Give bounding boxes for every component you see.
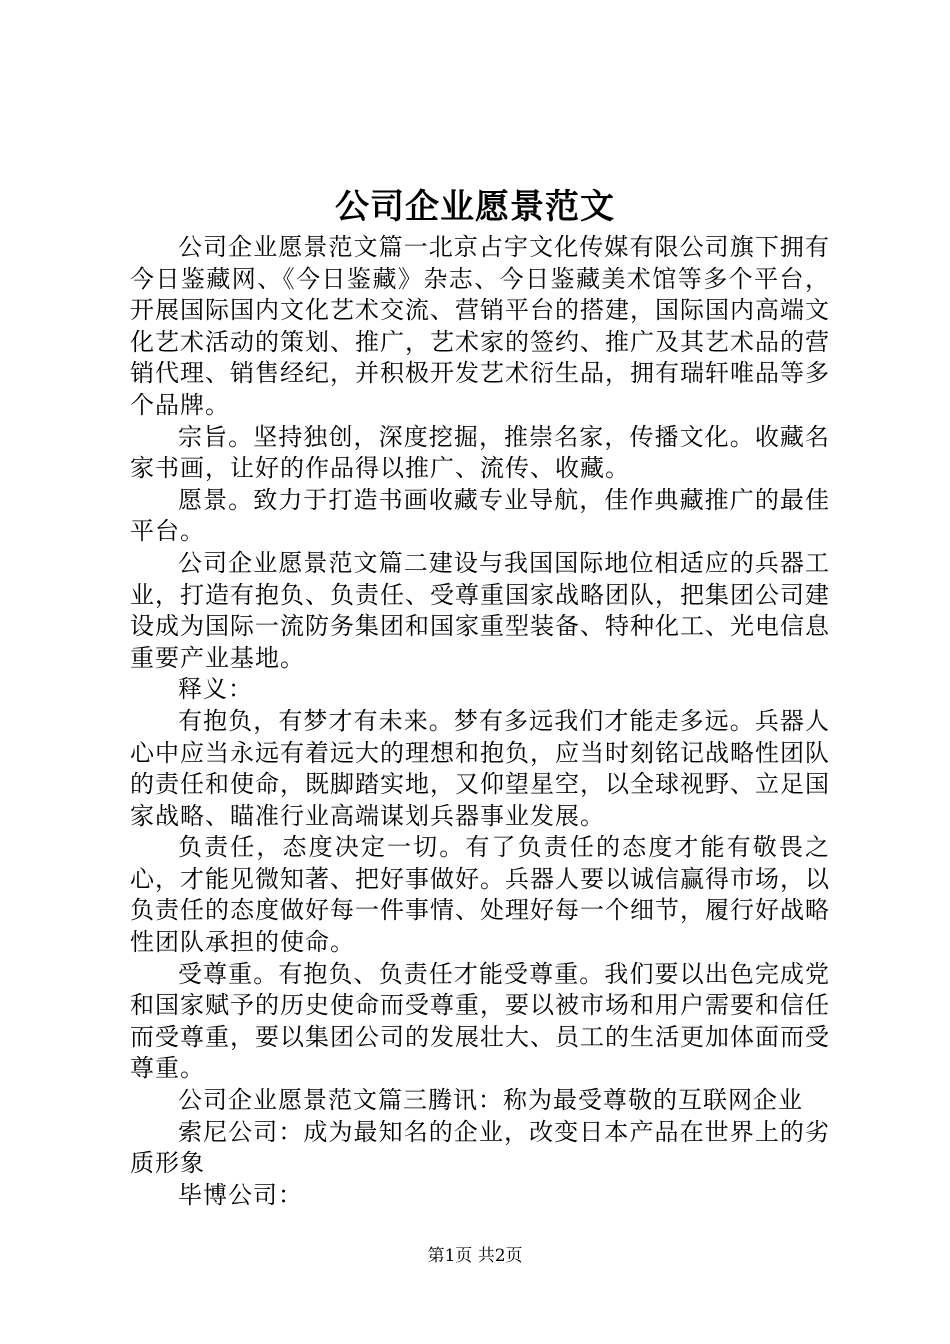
document-body <box>130 232 830 1211</box>
paragraph: 有抱负，有梦才有未来。梦有多远我们才能走多远。兵器人心中应当永远有着远大的理想和抱负，应当时刻铭记战略性团队的责任和使命，既脚踏实地，又仰望星空，以全球视野、立足国家战略、瞄准行业高端谋划兵器事业发展。 <box>130 706 830 830</box>
page-footer: 第1页 共2页 <box>427 1246 523 1266</box>
paragraph: 毕博公司： <box>178 1180 303 1209</box>
paragraph: 负责任，态度决定一切。有了负责任的态度才能有敬畏之心，才能见微知著、把好事做好。兵器人要以诚信赢得市场，以负责任的态度做好每一件事情、处理好每一个细节，履行好战略性团队承担的使命。 <box>130 833 830 957</box>
paragraph: 宗旨。坚持独创，深度挖掘，推崇名家，传播文化。收藏名家书画，让好的作品得以推广、流传、收藏。 <box>130 422 830 483</box>
paragraph: 释义： <box>178 675 253 704</box>
paragraph: 公司企业愿景范文篇三腾讯：称为最受尊敬的互联网企业 <box>178 1086 803 1115</box>
paragraph: 索尼公司：成为最知名的企业，改变日本产品在世界上的劣质形象 <box>130 1117 830 1178</box>
document-title: 公司企业愿景范文 <box>335 187 615 227</box>
paragraph: 受尊重。有抱负、负责任才能受尊重。我们要以出色完成党和国家赋予的历史使命而受尊重，要以被市场和用户需要和信任而受尊重，要以集团公司的发展壮大、员工的生活更加体面而受尊重。 <box>130 959 830 1083</box>
paragraph: 愿景。致力于打造书画收藏专业导航，佳作典藏推广的最佳平台。 <box>130 485 830 546</box>
paragraph: 公司企业愿景范文篇二建设与我国国际地位相适应的兵器工业，打造有抱负、负责任、受尊重国家战略团队，把集团公司建设成为国际一流防务集团和国家重型装备、特种化工、光电信息重要产业基地。 <box>130 548 830 672</box>
paragraph: 公司企业愿景范文篇一北京占宇文化传媒有限公司旗下拥有今日鉴藏网、《今日鉴藏》杂志、今日鉴藏美术馆等多个平台，开展国际国内文化艺术交流、营销平台的搭建，国际国内高端文化艺术活动的策划、推广，艺术家的签约、推广及其艺术品的营销代理、销售经纪，并积极开发艺术衍生品，拥有瑞轩唯品等多个品牌。 <box>130 233 830 419</box>
